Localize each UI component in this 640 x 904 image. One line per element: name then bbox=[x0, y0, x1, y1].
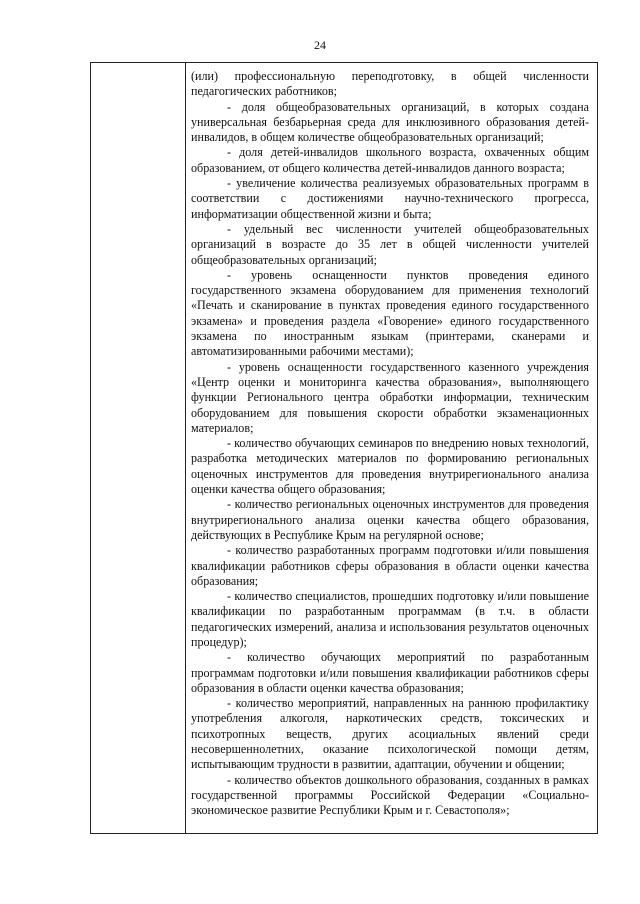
list-item: - количество мероприятий, направленных на раннюю профилактику употребления алкоголя, наркотических средств, токсических и психотропных веществ, других асоциальных явлений среди несовершеннолетних, оказание психологической помощи детям, испытывающим трудности в развитии, адаптации, обучении и общении; bbox=[191, 696, 589, 772]
list-item: - доля детей-инвалидов школьного возраста, охваченных общим образованием, от общего количества детей-инвалидов данного возраста; bbox=[191, 145, 589, 175]
list-item: - уровень оснащенности пунктов проведения единого государственного экзамена оборудованием для применения технологий «Печать и сканирование в пунктах проведения единого государственного экзамена» и проведения раздела «Говорение» единого государственного экзамена по иностранным языкам (принтерами, сканерами и автоматизированными рабочими местами); bbox=[191, 267, 589, 359]
list-item: - количество объектов дошкольного образования, созданных в рамках государственной программы Российской Федерации «Социально-экономическое развитие Республики Крым и г. Севастополя»; bbox=[191, 772, 589, 818]
list-item: - количество разработанных программ подготовки и/или повышения квалификации работников сферы образования в области оценки качества образования; bbox=[191, 543, 589, 588]
list-item: - количество специалистов, прошедших подготовку и/или повышение квалификации по разработанным программам (в т.ч. в области педагогических измерений, анализа и использования результатов оценочных процедур); bbox=[191, 589, 589, 649]
list-item: - количество региональных оценочных инструментов для проведения внутрирегионального анализа оценки качества общего образования, действующих в Республике Крым на регулярной основе; bbox=[191, 497, 589, 542]
list-item: - уровень оснащенности государственного казенного учреждения «Центр оценки и мониторинга качества образования», выполняющего функции Регионального центра обработки информации, техническим оборудованием для повышения скорости обработки экзаменационных материалов; bbox=[191, 359, 589, 435]
list-item: - количество обучающих семинаров по внедрению новых технологий, разработка методических материалов по формированию региональных оценочных инструментов для проведения внутрирегионального анализа оценки качества общего образования; bbox=[191, 436, 589, 497]
list-item: - увеличение количества реализуемых образовательных программ в соответствии с достижениями научно-технического прогресса, информатизации общественной жизни и быта; bbox=[191, 176, 589, 221]
table-text-cell bbox=[191, 69, 589, 819]
document-table bbox=[90, 62, 598, 834]
column-divider bbox=[185, 63, 186, 833]
list-item: - количество обучающих мероприятий по разработанным программам подготовки и/или повышения квалификации работников сферы образования в области оценки качества образования; bbox=[191, 650, 589, 695]
paragraph: (или) профессиональную переподготовку, в общей численности педагогических работников; bbox=[191, 69, 589, 99]
page-number: 24 bbox=[314, 38, 326, 52]
list-item: - доля общеобразовательных организаций, в которых создана универсальная безбарьерная среда для инклюзивного образования детей-инвалидов, в общем количестве общеобразовательных организаций; bbox=[191, 99, 589, 145]
list-item: - удельный вес численности учителей общеобразовательных организаций в возрасте до 35 лет в общей численности учителей общеобразовательных организаций; bbox=[191, 221, 589, 267]
